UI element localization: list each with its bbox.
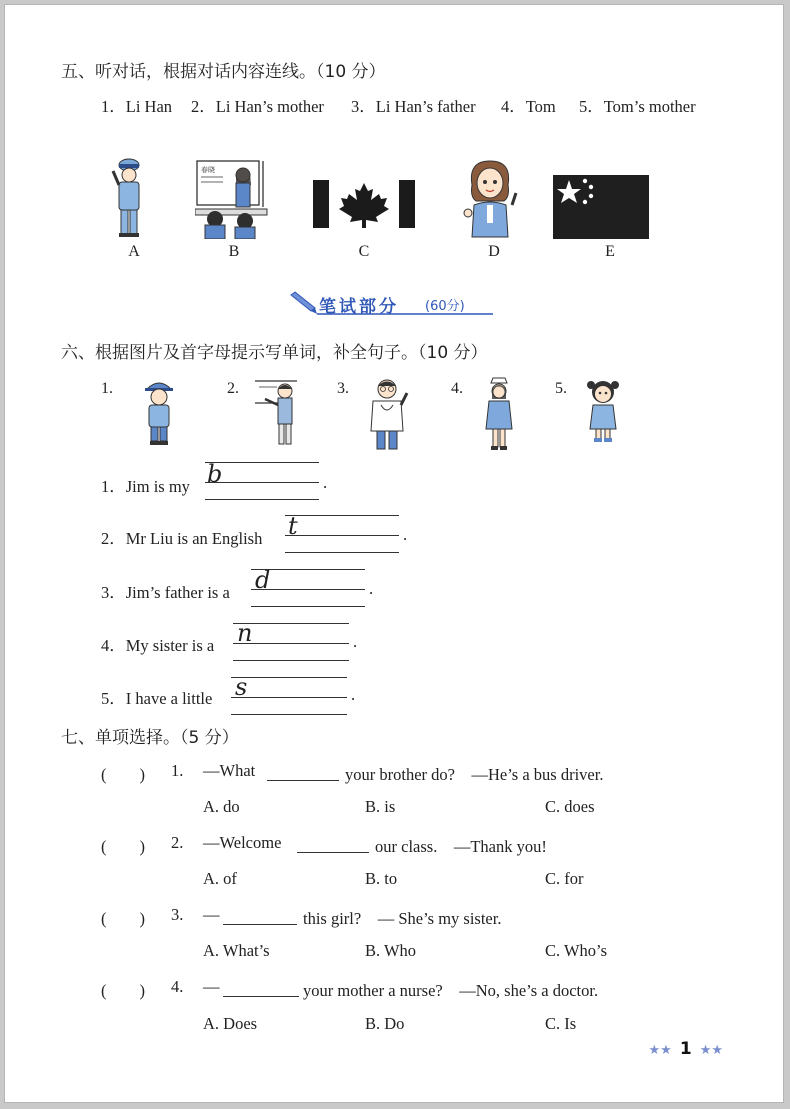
- banner-title: 笔试部分: [319, 297, 399, 317]
- picture-letter-b: B: [228, 243, 240, 260]
- question-1-text-start: —What: [203, 761, 256, 780]
- picture-number-3: 3.: [337, 380, 349, 397]
- sentence-4-hint: n: [237, 619, 253, 647]
- question-4-option-b[interactable]: B. Do: [365, 1014, 405, 1033]
- question-2-text-end: our class. —Thank you!: [375, 837, 547, 856]
- sentence-5-period: .: [351, 685, 356, 704]
- question-4-answer-box[interactable]: ( ): [101, 981, 145, 1000]
- sentence-1-answer-field[interactable]: [227, 462, 319, 499]
- svg-text:春晓: 春晓: [201, 166, 215, 174]
- sentence-4-period: .: [353, 632, 358, 651]
- question-2-blank: [297, 838, 369, 853]
- question-2-number: 2.: [171, 833, 184, 852]
- business-woman-icon: [460, 157, 520, 239]
- sentence-3-period: .: [369, 579, 374, 598]
- picture-number-1: 1.: [101, 380, 113, 397]
- sentence-5-answer-field[interactable]: [255, 677, 347, 714]
- sentence-1-period: .: [323, 473, 328, 492]
- picture-number-2: 2.: [227, 380, 239, 397]
- picture-number-4: 4.: [451, 380, 463, 397]
- picture-letter-d: D: [488, 243, 500, 260]
- question-1-option-b[interactable]: B. is: [365, 797, 396, 816]
- sentence-2-text: 2．Mr Liu is an English: [101, 529, 263, 548]
- name-option-3: 3．Li Han’s father: [351, 97, 476, 116]
- name-option-2: 2．Li Han’s mother: [191, 97, 324, 116]
- question-2-text-start: —Welcome: [203, 833, 282, 852]
- question-2-answer-box[interactable]: ( ): [101, 837, 145, 856]
- sentence-3-answer-field[interactable]: [275, 569, 365, 606]
- written-part-banner: [287, 289, 499, 317]
- question-2-option-c[interactable]: C. for: [545, 869, 584, 888]
- page-footer: [649, 1039, 723, 1059]
- sentence-2-hint: t: [288, 512, 298, 540]
- question-3-answer-box[interactable]: ( ): [101, 909, 145, 928]
- question-1-option-c[interactable]: C. does: [545, 797, 595, 816]
- nurse-icon: [483, 377, 515, 453]
- picture-number-5: 5.: [555, 380, 567, 397]
- sentence-3-text: 3．Jim’s father is a: [101, 583, 230, 602]
- question-3-option-c[interactable]: C. Who’s: [545, 941, 608, 960]
- question-4-blank: [223, 982, 299, 997]
- china-flag-icon: [553, 175, 649, 239]
- sentence-2-period: .: [403, 525, 408, 544]
- question-3-number: 3.: [171, 905, 184, 924]
- question-4-option-c[interactable]: C. Is: [545, 1014, 577, 1033]
- sentence-5-hint: s: [235, 673, 248, 701]
- writing-line: [233, 660, 349, 661]
- teacher-classroom-icon: [195, 157, 273, 239]
- police-officer-icon: [109, 155, 149, 239]
- question-2-option-b[interactable]: B. to: [365, 869, 398, 888]
- writing-line: [231, 714, 347, 715]
- banner-score: (60分): [425, 299, 465, 314]
- question-1-answer-box[interactable]: ( ): [101, 765, 145, 784]
- sentence-4-answer-field[interactable]: [257, 623, 349, 660]
- canada-flag-icon: [313, 180, 415, 228]
- star-icon: ★★: [648, 1043, 672, 1058]
- picture-letter-e: E: [605, 243, 615, 260]
- section6-title: 六、根据图片及首字母提示写单词，补全句子。（10 分）: [61, 343, 488, 363]
- question-4-number: 4.: [171, 977, 184, 996]
- question-3-option-a[interactable]: A. What’s: [203, 941, 270, 960]
- name-option-5: 5．Tom’s mother: [579, 97, 696, 116]
- sentence-1-text: 1．Jim is my: [101, 477, 190, 496]
- question-3-option-b[interactable]: B. Who: [365, 941, 417, 960]
- writing-line: [285, 552, 399, 553]
- question-1-text-end: your brother do? —He’s a bus driver.: [345, 765, 604, 784]
- question-3-text-end: this girl? — She’s my sister.: [303, 909, 502, 928]
- question-3-text-start: —: [203, 905, 220, 924]
- little-girl-icon: [585, 377, 621, 445]
- boy-cap-icon: [141, 377, 177, 447]
- star-icon: ★★: [699, 1043, 723, 1058]
- sentence-3-hint: d: [255, 566, 271, 594]
- worksheet-page: [4, 4, 784, 1103]
- question-1-blank: [267, 766, 339, 781]
- sentence-1-hint: b: [207, 460, 223, 488]
- writing-line: [205, 499, 319, 500]
- question-4-option-a[interactable]: A. Does: [203, 1014, 258, 1033]
- name-option-1: 1．Li Han: [101, 97, 173, 116]
- doctor-icon: [365, 375, 409, 453]
- picture-letter-a: A: [128, 243, 140, 260]
- picture-letter-c: C: [358, 243, 370, 260]
- question-2-option-a[interactable]: A. of: [203, 869, 237, 888]
- page-number: 1: [679, 1039, 692, 1059]
- question-3-blank: [223, 910, 297, 925]
- sentence-4-text: 4．My sister is a: [101, 636, 215, 655]
- section5-title: 五、听对话，根据对话内容连线。（10 分）: [61, 62, 386, 82]
- question-4-text-end: your mother a nurse? —No, she’s a doctor.: [303, 981, 599, 1000]
- writing-line: [251, 606, 365, 607]
- question-1-number: 1.: [171, 761, 184, 780]
- name-option-4: 4．Tom: [501, 97, 556, 116]
- sentence-2-answer-field[interactable]: [307, 515, 399, 552]
- question-4-text-start: —: [203, 977, 220, 996]
- male-teacher-icon: [251, 377, 301, 449]
- question-1-option-a[interactable]: A. do: [203, 797, 240, 816]
- section7-title: 七、单项选择。（5 分）: [61, 728, 239, 748]
- sentence-5-text: 5．I have a little: [101, 689, 213, 708]
